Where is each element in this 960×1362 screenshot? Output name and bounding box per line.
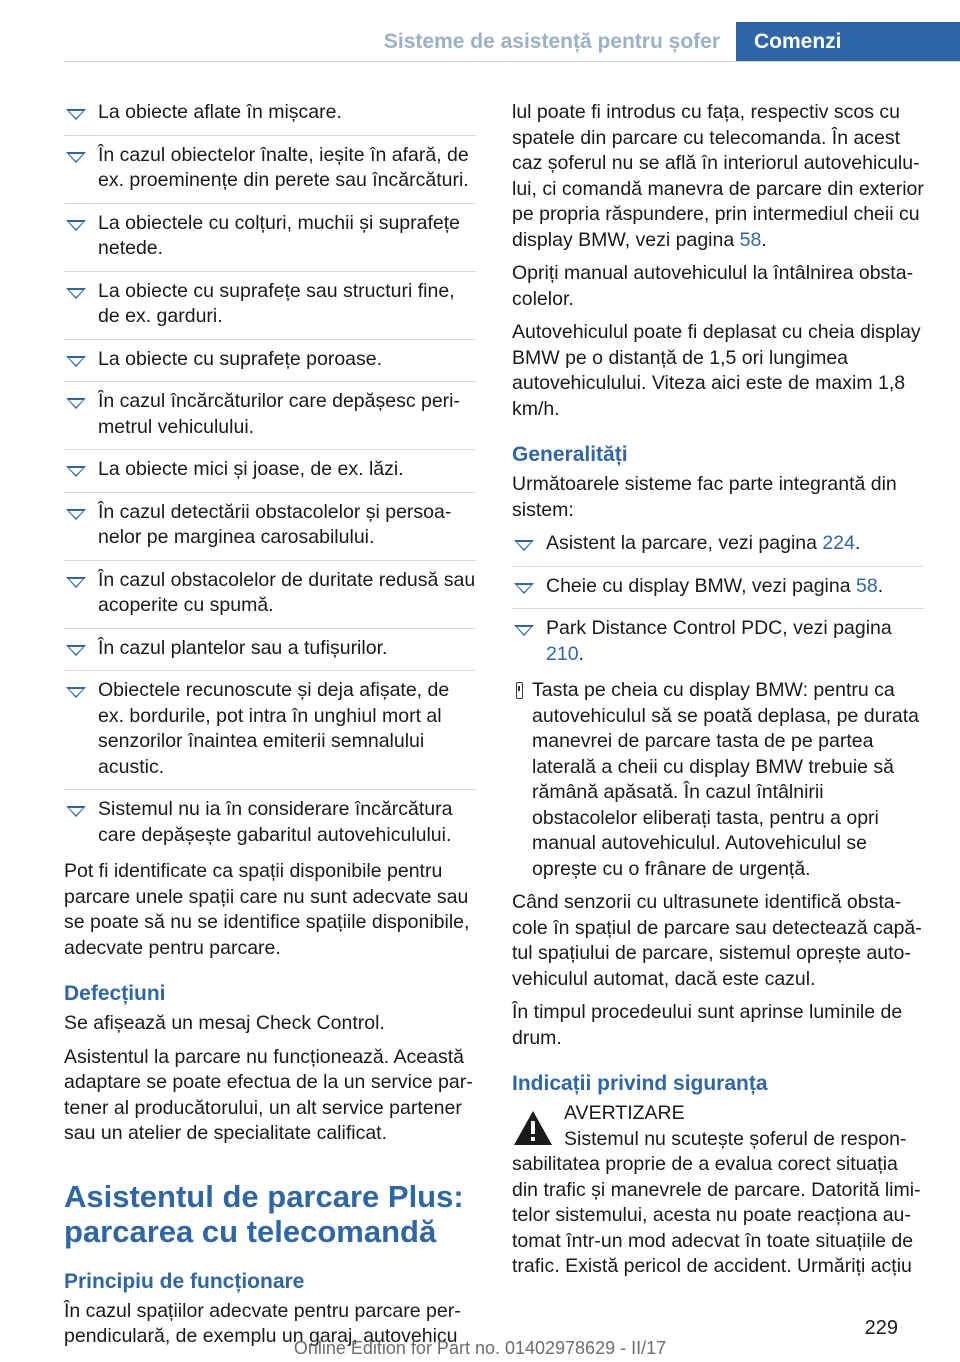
bullet-triangle-icon	[514, 625, 534, 636]
paragraph: În timpul procedeului sunt aprinse luminile de drum.	[512, 1001, 903, 1049]
list-item: Cheie cu display BMW, vezi pagina 58.	[512, 574, 924, 610]
chapter-tab: Comenzi	[736, 22, 960, 62]
section-title: Sisteme de asistență pentru șofer	[383, 30, 720, 53]
list-item: La obiecte cu suprafețe poroase.	[64, 347, 476, 383]
bullet-triangle-icon	[66, 466, 86, 477]
bullet-triangle-icon	[66, 398, 86, 409]
list-item: Obiectele recunoscute și deja afișate, de ex. bordurile, pot intra în unghiul mort al senzorilor înaintea emiterii semnalului acustic.	[64, 678, 476, 790]
key-paragraph: Tasta pe cheia cu display BMW: pentru ca autovehiculul să se poată deplasa, pe durata manevrei de parcare tasta de pe partea laterală a cheii cu display BMW trebuie să rămână apăsată. În cazul întâlnirii obstacolelor eliberați tasta, pentru a opri manual autovehiculul. Autovehiculul se oprește cu o frânare de urgență.	[512, 678, 924, 882]
paragraph: În cazul spațiilor adecvate pentru parcare perpendiculară, de exemplu un garaj, autovehicu	[64, 1299, 461, 1347]
page-number: 229	[864, 1317, 898, 1339]
list-item: La obiecte aflate în mișcare.	[64, 100, 476, 136]
bullet-triangle-icon	[66, 356, 86, 367]
list-item: La obiecte mici și joase, de ex. lăzi.	[64, 457, 476, 493]
paragraph: lul poate fi introdus cu fața, respectiv scos cu spatele din parcare cu telecomanda. În acest caz șoferul nu se află în interiorul autovehiculului, ci comandă manevra de parcare din exterior pe propria răspundere, prin intermediul cheii cu display BMW, vezi pagina 58.	[512, 101, 924, 251]
edition-footer: Online Edition for Part no. 01402978629 - II/17	[293, 1338, 667, 1358]
list-item: La obiectele cu colțuri, muchii și suprafețe netede.	[64, 211, 476, 272]
bullet-triangle-icon	[66, 109, 86, 120]
bullet-triangle-icon	[66, 687, 86, 698]
heading-main: Asistentul de parcare Plus: parcarea cu telecomandă	[64, 1178, 464, 1249]
page-link[interactable]: 224	[822, 532, 855, 554]
list-item: În cazul încărcăturilor care depășesc perimetrul vehiculului.	[64, 389, 476, 450]
paragraph: Asistentul la parcare nu funcționează. Această adaptare se poate efectua de la un service partener al producătorului, un alt service partener sau un atelier de specialitate calificat.	[64, 1045, 473, 1144]
list-item: Park Distance Control PDC, vezi pagina 210.	[512, 616, 924, 676]
bullet-triangle-icon	[66, 645, 86, 656]
paragraph: Se afișează un mesaj Check Control.	[64, 1012, 385, 1034]
bullet-triangle-icon	[514, 583, 534, 594]
bullet-triangle-icon	[66, 577, 86, 588]
warning-triangle-icon	[512, 1109, 554, 1147]
list-item: Asistent la parcare, vezi pagina 224.	[512, 531, 924, 567]
right-column	[512, 100, 924, 1288]
paragraph: Când senzorii cu ultrasunete identifică obstacole în spațiul de parcare sau detectează capătul spațiului de parcare, sistemul oprește autovehiculul automat, dacă este cazul.	[512, 891, 922, 990]
paragraph: Autovehiculul poate fi deplasat cu cheia display BMW pe o distanță de 1,5 ori lungimea autovehiculului. Viteza aici este de maxim 1,8 km/h.	[512, 321, 921, 420]
bullet-triangle-icon	[66, 152, 86, 163]
page-link[interactable]: 58	[855, 574, 878, 597]
bullet-triangle-icon	[66, 220, 86, 231]
heading-general: Generalități	[512, 443, 628, 466]
key-button-icon	[516, 682, 523, 699]
page-link[interactable]: 58	[739, 228, 762, 251]
page-header	[0, 0, 960, 62]
heading-principle: Principiu de funcționare	[64, 1269, 305, 1293]
list-item: În cazul detectării obstacolelor și persoanelor pe marginea carosabilului.	[64, 500, 476, 561]
bullet-triangle-icon	[514, 540, 534, 551]
bullet-triangle-icon	[66, 806, 86, 817]
left-column	[64, 100, 476, 1358]
limitations-list	[64, 100, 476, 857]
list-item: În cazul obiectelor înalte, ieșite în afară, de ex. proeminențe din perete sau încărcături.	[64, 143, 476, 204]
list-item: În cazul plantelor sau a tufișurilor.	[64, 636, 476, 672]
header-rule	[64, 61, 960, 62]
paragraph: Pot fi identificate ca spații disponibile pentru parcare unele spații care nu sunt adecvate sau se poate să nu se identifice spațiile disponibile, adecvate pentru parcare.	[64, 860, 470, 959]
warning-title: AVERTIZARE	[564, 1102, 685, 1124]
page-link[interactable]: 210	[546, 642, 579, 665]
list-item: Sistemul nu ia în considerare încărcătura care depășește gabaritul autovehiculului.	[64, 797, 476, 857]
warning-block	[512, 1101, 924, 1127]
list-item: La obiecte cu suprafețe sau structuri fine, de ex. garduri.	[64, 279, 476, 340]
warning-text: Sistemul nu scutește șoferul de responsabilitatea proprie de a evalua corect situația din trafic și manevrele de parcare. Datorită limitelor sistemului, acesta nu poate reacționa automat într-un mod adecvat în toate situațiile de trafic. Există pericol de accident. Urmăriți acțiu	[512, 1127, 921, 1277]
bullet-triangle-icon	[66, 288, 86, 299]
paragraph: Opriți manual autovehiculul la întâlnirea obstacolelor.	[512, 262, 914, 310]
systems-list	[512, 531, 924, 676]
list-item: În cazul obstacolelor de duritate redusă sau acoperite cu spumă.	[64, 568, 476, 629]
paragraph: Următoarele sisteme fac parte integrantă din sistem:	[512, 473, 897, 521]
heading-safety: Indicații privind siguranța	[512, 1072, 768, 1095]
bullet-triangle-icon	[66, 509, 86, 520]
heading-faults: Defecțiuni	[64, 982, 166, 1005]
